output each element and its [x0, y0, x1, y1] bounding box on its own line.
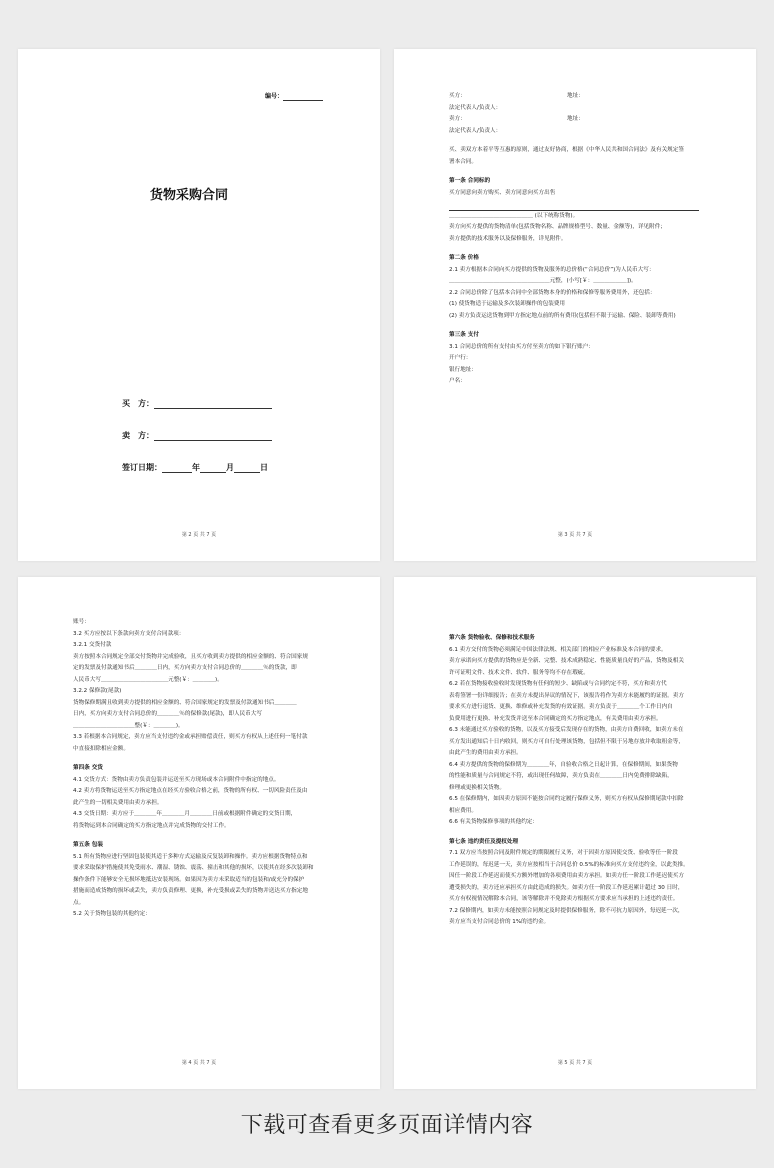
line-text: 卖方承诺向买方提供的货物应是全新、完整、技术成熟稳定、性能质量良好的产品，货物及相关: [449, 658, 684, 664]
line-text: 3.2.1 交货付款: [73, 642, 112, 648]
contract-line: [449, 91, 709, 103]
line-text: 2.1 卖方根据本合同向买方提供的货物及服务的总价格(“合同总价”)为人民币大写：: [449, 266, 655, 273]
day-blank: [234, 472, 260, 473]
section-heading: [73, 840, 333, 852]
section-heading: [73, 763, 333, 775]
contract-line: [449, 645, 709, 657]
contract-line: [73, 709, 333, 721]
line-text: 法定代表人/负责人：: [449, 127, 502, 134]
line-text: 人民币大写＿＿＿＿＿＿＿＿＿＿＿＿元整(￥：＿＿＿＿)。: [73, 676, 223, 683]
line-text: 由此产生的费用由卖方承担。: [449, 750, 522, 756]
contract-line: [73, 698, 333, 710]
contract-line: [73, 675, 333, 687]
line-text: 7.1 双方应当按照合同及附件规定的期限履行义务，对于因卖方原因使交货、验收等任一阶段: [449, 850, 678, 856]
line-text: 署本合同。: [449, 158, 477, 165]
contract-line: [449, 917, 709, 929]
line-text: 中直接扣除相应金额。: [73, 745, 129, 752]
contract-line: [73, 821, 333, 833]
contract-line: [449, 188, 709, 200]
page-body: [73, 617, 333, 921]
line-text: 4.1 交货方式：货物由卖方负责包装并运送至买方现场或本合同附件中指定的地点。: [73, 776, 280, 783]
contract-line: [449, 126, 709, 138]
line-text: 遭受损失的，卖方还应承担买方由此造成的损失。如卖方任一阶段工作延迟累计超过 30 日时，: [449, 884, 684, 891]
line-text: 货物保修期满且收到卖方提供的相应金额的、符合国家规定的发票及付款通知书后＿＿＿＿: [73, 699, 297, 706]
contract-line: [449, 114, 709, 126]
contract-line: [73, 629, 333, 641]
line-text: 此产生的一切相关费用由卖方承担。: [73, 799, 163, 806]
paragraph-gap: [449, 137, 709, 145]
contract-line: [449, 234, 709, 246]
line-text: 工作延误的，每迟延一天，卖方应按相当于合同总价 0.5%的标准向买方支付违约金，以此类推。: [449, 861, 689, 868]
contract-line: [449, 725, 709, 737]
contract-line: [449, 157, 709, 169]
contract-line: [449, 679, 709, 691]
contract-line: [449, 894, 709, 906]
contract-line: [449, 714, 709, 726]
line-text: ＿＿＿＿＿＿＿＿＿＿＿＿＿＿＿ (以下统称货物)。: [449, 212, 579, 219]
page-cover: [18, 49, 380, 561]
line-text: 3.1 合同总价的所有支付由买方付至卖方的如下银行账户：: [449, 343, 594, 350]
seller-label: 卖 方：: [122, 431, 154, 440]
contract-line: [73, 852, 333, 864]
contract-line: [449, 145, 709, 157]
line-text: 第一条 合同标的: [449, 178, 491, 184]
contract-line: [449, 848, 709, 860]
contract-line: [449, 276, 709, 288]
contract-line: [449, 299, 709, 311]
line-text: 法定代表人/负责人：: [449, 104, 502, 111]
line-text: ＿＿＿＿＿＿＿＿＿＿＿整(￥：＿＿＿＿)。: [73, 722, 184, 729]
line-text: 3.3 若根据本合同规定，卖方应当支付违约金或承担赔偿责任，则买方有权从上述任何一笔付款: [73, 734, 308, 740]
month-label: 月: [226, 463, 234, 472]
line-text: 账号：: [73, 619, 90, 625]
sign-date-row: [122, 463, 268, 473]
line-text: 要求买方进行退货、更换、维修或补充发货的有效证据。卖方负责于＿＿＿＿个工作日内自: [449, 704, 673, 710]
line-text: (1) 使货物适于运输及多次装卸操作的包装费用: [449, 301, 565, 307]
line-text: 开户行：: [449, 355, 472, 361]
line-text: 表将签署一份详细报告；在卖方未提出异议的情况下，该报告将作为卖方未能履约的证据。卖方: [449, 692, 684, 699]
contract-line: [73, 617, 333, 629]
seller-blank: [154, 440, 272, 441]
line-text: 卖方提供的技术服务以及保修服务，详见附件。: [449, 235, 567, 242]
page-footer: 第 5 页 共 7 页: [557, 1060, 593, 1066]
contract-line: [449, 771, 709, 783]
line-text: 户名：: [449, 378, 466, 384]
contract-line: [73, 721, 333, 733]
line-text: 5.2 关于货物包装的其他约定：: [73, 911, 151, 917]
contract-line: [449, 353, 709, 365]
year-label: 年: [192, 463, 200, 472]
paragraph-gap: [449, 829, 709, 837]
line-text: 买方：: [449, 93, 466, 99]
section-heading: [449, 837, 709, 849]
line-text: 7.2 保修期内，如卖方未能按照合同规定及时提供保修服务，除不可抗力原因外，每迟延一次，: [449, 907, 684, 914]
page-parties-price: [394, 49, 756, 561]
contract-line: [449, 691, 709, 703]
contract-line: [449, 860, 709, 872]
paragraph-gap: [449, 322, 709, 330]
line-text: 6.3 未能通过买方验收的货物，以及买方接受后发现存在的货物，由卖方自费回收，如卖方未在: [449, 727, 684, 733]
line-text: 买方发出通知后十日内收回，则买方可自行处理该货物，包括但不限于另地存放并收取租金等，: [449, 738, 684, 745]
line-text: 要求采取保护措施使其免受雨水、潮湿、锈蚀、震荡、撞击和其他的损坏，以使其在经多次装卸和: [73, 865, 314, 871]
download-caption: 下载可查看更多页面详情内容: [240, 1113, 534, 1138]
line-text: 第四条 交货: [73, 765, 103, 771]
page-acceptance-liability: [394, 577, 756, 1089]
line-text: 点。: [73, 899, 85, 906]
line-text: 操作条件下能够安全无损坏地抵达安装现场。如果因为卖方未采取适当的包装和/或充分的保护: [73, 876, 305, 883]
contract-line: [449, 702, 709, 714]
page-footer: 第 2 页 共 7 页: [181, 532, 217, 538]
line-text: 4.3 交货日期：卖方应于＿＿＿＿年＿＿＿＿月＿＿＿＿日前或根据附件确定的交货日期，: [73, 811, 297, 817]
contract-line: [449, 783, 709, 795]
line-text: 第六条 货物验收、保修和技术服务: [449, 635, 535, 641]
page-body: [449, 91, 709, 388]
contract-line: [73, 652, 333, 664]
contract-line: [449, 806, 709, 818]
contract-line: [449, 656, 709, 668]
line-text: 4.2 卖方将货物运送至买方指定地点在经买方验收合格之前，货物的所有权、一切风险责任及由: [73, 788, 308, 794]
contract-line: [449, 103, 709, 115]
paragraph-gap: [449, 168, 709, 176]
month-blank: [200, 472, 226, 473]
contract-line: [449, 817, 709, 829]
line-text: 措施而造成货物的损坏或丢失，卖方负责修理、更换，补充受损或丢失的货物并送达买方指定地: [73, 888, 308, 894]
address-label: 地址：: [567, 93, 584, 99]
section-heading: [449, 633, 709, 645]
buyer-row: [122, 399, 272, 409]
line-text: 相应费用。: [449, 807, 477, 814]
number-blank: [283, 100, 323, 101]
contract-line: [449, 311, 709, 323]
sign-date-label: 签订日期：: [122, 463, 162, 472]
section-heading: [449, 253, 709, 265]
line-text: 许可证明文件、技术文件、软件、服务等均不存在瑕疵。: [449, 669, 589, 676]
contract-line: [73, 909, 333, 921]
contract-line: [449, 871, 709, 883]
page-payment-delivery: [18, 577, 380, 1089]
line-text: 第五条 包装: [73, 842, 103, 848]
contract-line: [73, 732, 333, 744]
page-body: [449, 633, 709, 929]
contract-line: [449, 668, 709, 680]
paragraph-gap: [449, 245, 709, 253]
contract-line: [73, 663, 333, 675]
line-text: 3.2 买方应按以下条款向卖方支付合同款项：: [73, 630, 185, 637]
contract-line: [73, 640, 333, 652]
line-text: 负费用进行更换、补充发货并送至本合同确定的买方指定地点，有关费用由卖方承担。: [449, 715, 662, 722]
contract-line: [73, 786, 333, 798]
day-label: 日: [260, 463, 268, 472]
contract-line: [73, 875, 333, 887]
line-text: 买方有权视情况解除本合同，该等解除并不免除卖方根据买方要求应当承担的上述违约责任。: [449, 896, 679, 902]
line-text: 6.1 卖方交付的货物必须满足中国法律法规、相关部门的相应产业标准及本合同的要求。: [449, 646, 667, 653]
contract-line: [449, 906, 709, 918]
contract-number-label: [265, 93, 323, 101]
line-text: 5.1 所有货物应进行坚固包装使其适于多种方式运输及反复装卸和操作。卖方应根据货物特点和: [73, 853, 308, 860]
line-text: 第七条 违约责任及提权处理: [449, 838, 519, 845]
contract-line: [73, 886, 333, 898]
paragraph-gap: [73, 832, 333, 840]
line-text: 第三条 支付: [449, 332, 479, 338]
contract-line: [449, 342, 709, 354]
contract-line: [449, 211, 709, 223]
line-text: 6.2 若在货物接收验收时发现货物有任何的短少、缺陷或与合同约定不符，买方和卖方代: [449, 681, 667, 687]
section-heading: [449, 176, 709, 188]
line-text: 买、卖双方本着平等互惠的原则，通过友好协商，根据《中华人民共和国合同法》及有关规定签: [449, 147, 684, 153]
paragraph-gap: [73, 755, 333, 763]
contract-line: [73, 863, 333, 875]
line-text: 买方同意向卖方购买、卖方同意向买方出售: [449, 189, 556, 196]
contract-line: [449, 794, 709, 806]
contract-line: [73, 744, 333, 756]
line-text: 银行地址：: [449, 366, 477, 373]
contract-line: [449, 288, 709, 300]
contract-line: [449, 748, 709, 760]
line-text: ＿＿＿＿＿＿＿＿＿＿＿＿＿＿＿＿＿＿元整，(小写[￥：＿＿＿＿＿＿])。: [449, 278, 637, 284]
contract-line: [449, 883, 709, 895]
line-text: 卖方向买方提供的货物清单(包括货物名称、品牌规格型号、数量、金额等)，详见附件；: [449, 224, 666, 230]
line-text: (2) 卖方负责运送货物到甲方指定地点前的所有费用(包括但不限于运输、保险、装卸等费用): [449, 312, 676, 319]
line-text: 6.4 卖方提供的货物的保修期为＿＿＿＿年，自验收合格之日起计算，在保修期间，如果货物: [449, 761, 678, 768]
blank-rule: [449, 199, 709, 211]
page-footer: 第 3 页 共 7 页: [557, 532, 593, 538]
line-text: 卖方：: [449, 116, 466, 122]
buyer-blank: [154, 408, 272, 409]
year-blank: [162, 472, 192, 473]
contract-line: [449, 365, 709, 377]
line-text: 日内，买方向卖方支付合同总价的＿＿＿＿％的保修款(尾款)，即人民币大写: [73, 711, 262, 717]
buyer-label: 买 方：: [122, 399, 154, 408]
line-text: 2.2 合同总价除了包括本合同中全部货物本身的价格和保修等服务费用外，还包括：: [449, 289, 656, 296]
contract-line: [73, 798, 333, 810]
line-text: 卖方应当支付合同总价的 1%的违约金。: [449, 919, 550, 925]
contract-line: [73, 775, 333, 787]
contract-line: [73, 686, 333, 698]
line-text: 第二条 价格: [449, 255, 479, 261]
line-text: 的性能和质量与合同规定不符，或出现任何故障，卖方负责在＿＿＿＿日内免费排除缺陷，: [449, 773, 673, 779]
line-text: 因任一阶段工作延迟而使买方额外增加的各项费用由卖方承担。如卖方任一阶段工作延迟使买方: [449, 873, 684, 879]
contract-title: 货物采购合同: [150, 188, 229, 203]
line-text: 卖方按照本合同规定全部交付货物并完成验收，且买方收到卖方提供的相应金额的、符合国家规: [73, 653, 308, 660]
line-text: 6.6 有关货物保修事项的其他约定：: [449, 819, 538, 825]
section-heading: [449, 330, 709, 342]
contract-line: [73, 809, 333, 821]
contract-line: [449, 737, 709, 749]
contract-line: [449, 222, 709, 234]
line-text: 修理或更换相关货物。: [449, 784, 505, 791]
page-footer: 第 4 页 共 7 页: [181, 1060, 217, 1066]
line-text: 3.2.2 保修款(尾款): [73, 688, 122, 694]
line-text: 6.5 在保修期内，如因卖方原因不能按合同约定履行保修义务，则买方有权从保修期尾款中扣除: [449, 796, 684, 802]
seller-row: [122, 431, 272, 441]
number-label: 编号：: [265, 93, 284, 100]
address-label: 地址：: [567, 116, 584, 122]
contract-line: [73, 898, 333, 910]
contract-line: [449, 265, 709, 277]
contract-line: [449, 376, 709, 388]
line-text: 定的发票及付款通知书后＿＿＿＿日内，买方向卖方支付合同总价的＿＿＿＿％的货款，即: [73, 665, 297, 671]
line-text: 将货物运到本合同确定的买方指定地点并完成货物的交付工作。: [73, 822, 230, 829]
contract-line: [449, 760, 709, 772]
